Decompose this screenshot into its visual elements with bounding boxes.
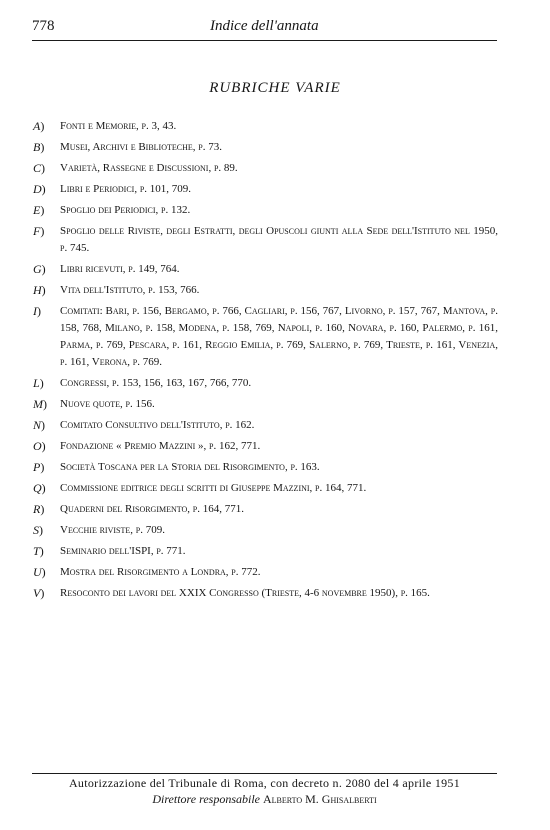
list-item xyxy=(33,223,498,257)
entry-letter-paren: ) xyxy=(39,376,44,390)
entry-letter xyxy=(33,543,44,560)
entry-letter xyxy=(33,303,41,320)
entry-letter-paren: ) xyxy=(41,481,46,495)
entry-text: Spoglio delle Riviste, degli Estratti, degli Opuscoli giunti alla Sede dell'Istituto nel 1950, p. 745. xyxy=(60,225,498,254)
page-footer xyxy=(32,775,497,807)
header-rule xyxy=(32,40,497,41)
entry-letter xyxy=(33,223,44,240)
entry-text: Comitati: Bari, p. 156, Bergamo, p. 766, Cagliari, p. 156, 767, Livorno, p. 157, 767, Mantova, p. 158, 768, Milano, p. 158, Modena, p. 158, 769, Napoli, p. 160, Novara, p. 160, Palermo, p. 161, Parma, p. 769, Pescara, p. 161, Reggio Emilia, p. 769, Salerno, p. 769, Trieste, p. 161, Venezia, p. 161, Verona, p. 769. xyxy=(60,305,498,368)
entry-letter-paren: ) xyxy=(41,439,46,453)
entry-letter-paren: ) xyxy=(39,544,44,558)
page-header xyxy=(32,16,497,40)
entry-text: Spoglio dei Periodici, p. 132. xyxy=(60,204,191,216)
entry-letter xyxy=(33,417,45,434)
entry-text: Società Toscana per la Storia del Risorgimento, p. 163. xyxy=(60,461,320,473)
entry-text: Vita dell'Istituto, p. 153, 766. xyxy=(60,284,200,296)
entry-letter-paren: ) xyxy=(40,203,45,217)
entry-letter xyxy=(33,181,46,198)
entry-text: Commissione editrice degli scritti di Giuseppe Mazzini, p. 164, 771. xyxy=(60,482,367,494)
entry-letter-char: P xyxy=(33,460,41,474)
list-item xyxy=(33,396,498,413)
entry-letter-paren: ) xyxy=(39,523,43,537)
entry-letter xyxy=(33,480,46,497)
entry-letter-paren: ) xyxy=(40,586,45,600)
list-item xyxy=(33,522,498,539)
entry-letter-paren: ) xyxy=(40,460,45,474)
entry-letter-char: O xyxy=(33,439,42,453)
entry-letter xyxy=(33,261,46,278)
entry-text: Quaderni del Risorgimento, p. 164, 771. xyxy=(60,503,244,515)
list-item xyxy=(33,303,498,371)
list-item xyxy=(33,139,498,156)
entry-text: Libri e Periodici, p. 101, 709. xyxy=(60,183,192,195)
running-title: Indice dell'annata xyxy=(210,18,319,34)
section-title: RUBRICHE VARIE xyxy=(209,80,341,96)
entry-text: Musei, Archivi e Biblioteche, p. 73. xyxy=(60,141,222,153)
list-item xyxy=(33,543,498,560)
entry-text: Varietà, Rassegne e Discussioni, p. 89. xyxy=(60,162,238,174)
entry-letter xyxy=(33,585,44,602)
entry-letter-char: Q xyxy=(33,481,42,495)
entry-letter-char: T xyxy=(33,544,40,558)
entry-letter xyxy=(33,396,47,413)
entry-letter xyxy=(33,160,45,177)
footer-authorization: Autorizzazione del Tribunale di Roma, con decreto n. 2080 del 4 aprile 1951 xyxy=(68,776,461,790)
list-item xyxy=(33,459,498,476)
entry-text: Congressi, p. 153, 156, 163, 167, 766, 770. xyxy=(60,377,252,389)
entry-letter-char: B xyxy=(33,140,41,154)
entry-letter xyxy=(33,118,44,135)
entry-letter-char: D xyxy=(33,182,42,196)
entry-text: Resoconto dei lavori del XXIX Congresso (Trieste, 4-6 novembre 1950), p. 165. xyxy=(60,587,430,599)
entry-text: Mostra del Risorgimento a Londra, p. 772. xyxy=(60,566,261,578)
entry-letter-char: U xyxy=(33,565,42,579)
list-item xyxy=(33,375,498,392)
entry-letter-char: L xyxy=(33,376,40,390)
entry-text: Vecchie riviste, p. 709. xyxy=(60,524,165,536)
footer-director xyxy=(32,791,497,807)
footer-director-role: Direttore responsabile xyxy=(152,792,260,806)
entry-letter xyxy=(33,501,44,518)
entry-letter-char: E xyxy=(33,203,41,217)
entry-text: Comitato Consultivo dell'Istituto, p. 162. xyxy=(60,419,255,431)
rubriche-list xyxy=(33,118,498,606)
list-item xyxy=(33,564,498,581)
entry-letter-paren: ) xyxy=(41,161,46,175)
entry-letter-paren: ) xyxy=(41,418,46,432)
list-item xyxy=(33,480,498,497)
entry-letter-paren: ) xyxy=(40,502,45,516)
entry-letter xyxy=(33,459,44,476)
entry-letter xyxy=(33,522,43,539)
entry-letter-paren: ) xyxy=(40,224,45,238)
entry-letter xyxy=(33,564,46,581)
footer-rule xyxy=(32,773,497,774)
entry-letter-char: R xyxy=(33,502,41,516)
entry-letter-char: S xyxy=(33,523,39,537)
list-item xyxy=(33,118,498,135)
page-number: 778 xyxy=(32,18,55,34)
entry-letter-paren: ) xyxy=(43,397,47,411)
list-item xyxy=(33,417,498,434)
entry-letter-paren: ) xyxy=(41,283,46,297)
entry-text: Fonti e Memorie, p. 3, 43. xyxy=(60,120,177,132)
entry-text: Fondazione « Premio Mazzini », p. 162, 771. xyxy=(60,440,261,452)
list-item xyxy=(33,181,498,198)
list-item xyxy=(33,585,498,602)
entry-letter-char: I xyxy=(33,304,37,318)
footer-director-name: Alberto M. Ghisalberti xyxy=(262,792,377,806)
entry-letter-char: M xyxy=(33,397,43,411)
entry-letter-paren: ) xyxy=(37,304,41,318)
entry-letter-char: V xyxy=(33,586,41,600)
entry-text: Libri ricevuti, p. 149, 764. xyxy=(60,263,180,275)
entry-letter-paren: ) xyxy=(40,119,45,133)
entry-letter xyxy=(33,375,44,392)
entry-letter xyxy=(33,282,46,299)
entry-letter-paren: ) xyxy=(41,182,46,196)
entry-letter-char: G xyxy=(33,262,42,276)
entry-letter-paren: ) xyxy=(41,262,46,276)
list-item xyxy=(33,438,498,455)
entry-letter xyxy=(33,202,44,219)
entry-letter-char: A xyxy=(33,119,41,133)
entry-text: Seminario dell'ISPI, p. 771. xyxy=(60,545,186,557)
entry-letter-char: H xyxy=(33,283,42,297)
list-item xyxy=(33,282,498,299)
entry-letter xyxy=(33,438,46,455)
list-item xyxy=(33,261,498,278)
entry-letter-char: C xyxy=(33,161,42,175)
entry-text: Nuove quote, p. 156. xyxy=(60,398,155,410)
entry-letter-paren: ) xyxy=(41,565,46,579)
entry-letter-paren: ) xyxy=(40,140,45,154)
entry-letter xyxy=(33,139,44,156)
entry-letter-char: N xyxy=(33,418,42,432)
list-item xyxy=(33,202,498,219)
list-item xyxy=(33,501,498,518)
list-item xyxy=(33,160,498,177)
entry-letter-char: F xyxy=(33,224,41,238)
